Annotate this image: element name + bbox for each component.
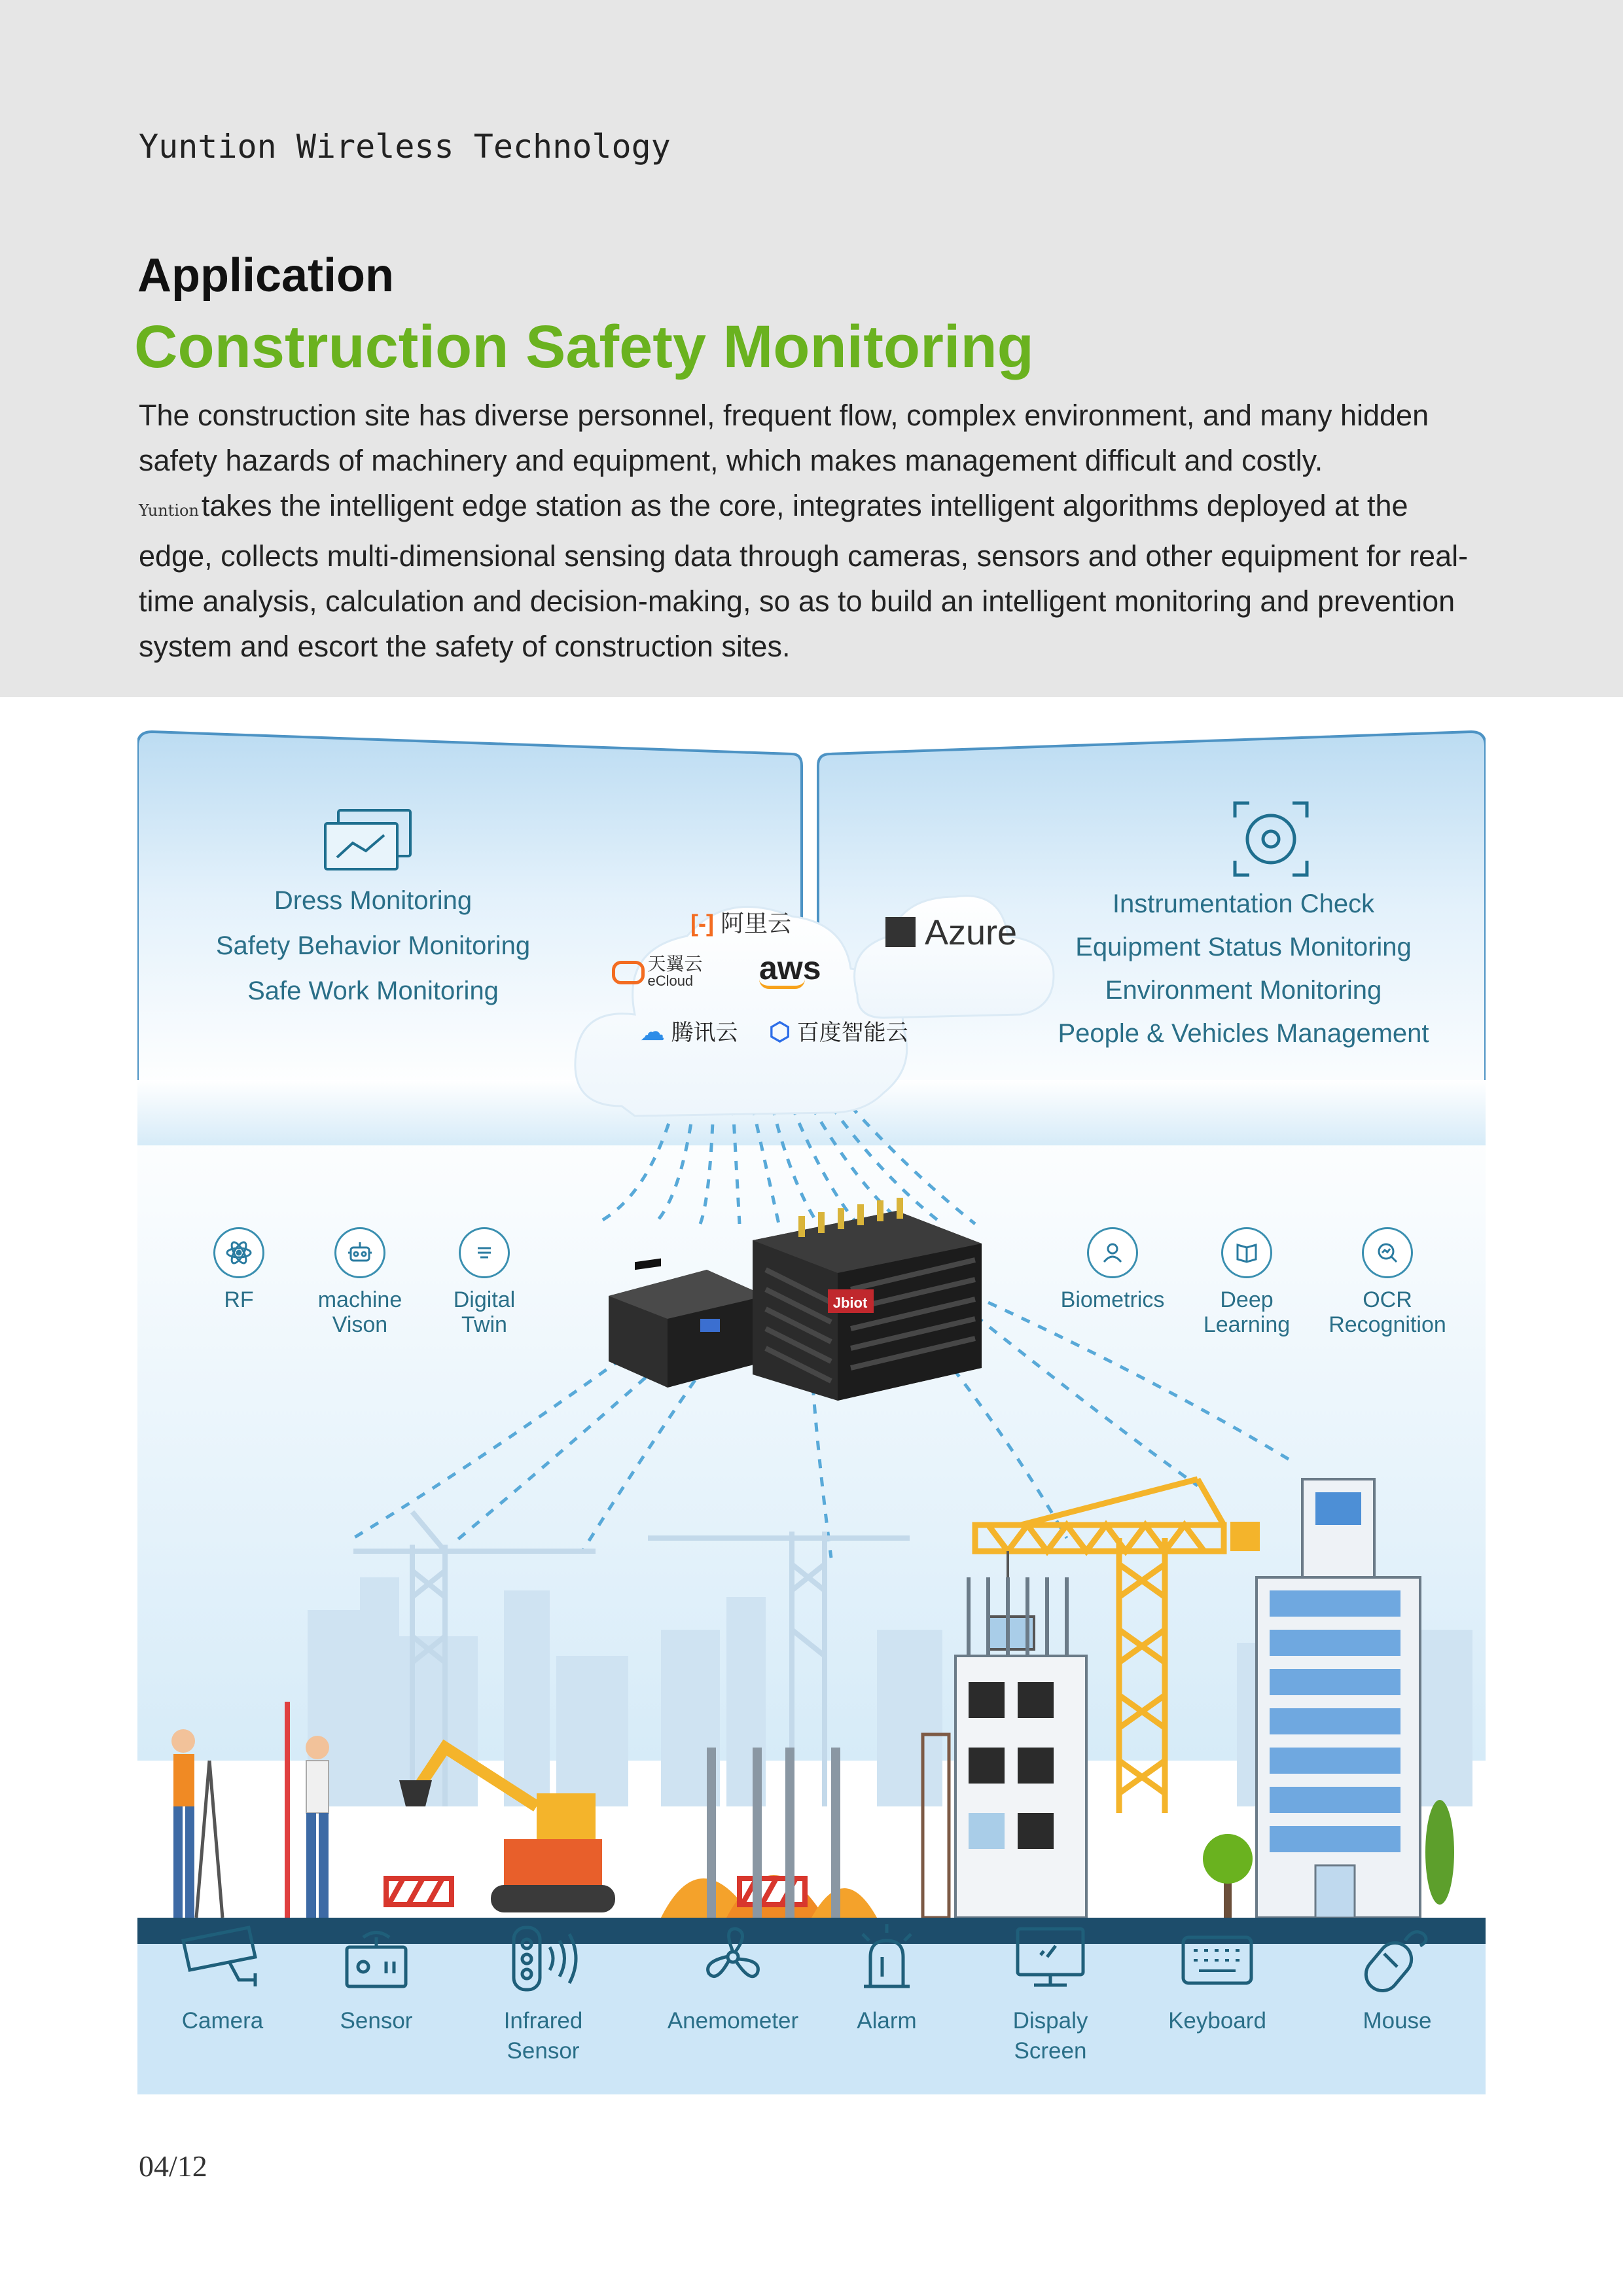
right-panel-item: People & Vehicles Management bbox=[1058, 1019, 1429, 1048]
robot-icon bbox=[334, 1227, 385, 1278]
sensor-icon bbox=[340, 1921, 412, 1993]
tech-rf bbox=[200, 1227, 278, 1312]
section-label: Application bbox=[137, 249, 394, 302]
alarm-icon bbox=[851, 1921, 923, 1993]
device-brand: Jbiot bbox=[832, 1295, 868, 1311]
tech-machine-vision bbox=[308, 1227, 412, 1337]
left-panel-item: Safe Work Monitoring bbox=[247, 977, 499, 1005]
tech-label: Vison bbox=[332, 1312, 388, 1337]
tech-label: Learning bbox=[1203, 1312, 1291, 1337]
device-label: Dispaly bbox=[1012, 2008, 1088, 2034]
tech-label: Biometrics bbox=[1060, 1287, 1165, 1312]
page-number: 04/12 bbox=[139, 2149, 207, 2183]
right-panel-item: Environment Monitoring bbox=[1105, 976, 1382, 1005]
azure-logo bbox=[885, 912, 1017, 953]
crane-counterweight bbox=[1230, 1522, 1260, 1551]
tech-label: machine bbox=[317, 1287, 402, 1312]
tech-label: RF bbox=[224, 1287, 254, 1312]
camera-icon bbox=[177, 1921, 268, 1993]
left-panel-item: Safety Behavior Monitoring bbox=[215, 931, 531, 960]
tech-ocr bbox=[1315, 1227, 1459, 1337]
intro-paragraph-2-text: takes the intelligent edge station as the core, integrates intelligent algorithms deployed at the edge, collects multi-dimensional sensing data through cameras, sensors and other equipment for real-time analysis, calculation and decision-making, so as to build an intelligent monitoring and prevention system and escort the safety of construction sites. bbox=[139, 489, 1469, 663]
intro-text bbox=[139, 393, 1487, 669]
mouse-icon bbox=[1358, 1921, 1436, 1993]
infrared-icon bbox=[504, 1921, 582, 1993]
device-label: Alarm bbox=[857, 2008, 917, 2034]
device-sensor bbox=[334, 1921, 419, 2036]
menu-lines-icon bbox=[459, 1227, 510, 1278]
device-label: Screen bbox=[1014, 2038, 1087, 2064]
tech-biometrics bbox=[1054, 1227, 1171, 1312]
device-keyboard bbox=[1158, 1921, 1276, 2036]
tech-label: Digital bbox=[453, 1287, 516, 1312]
left-panel-item: Dress Monitoring bbox=[274, 886, 473, 915]
device-alarm bbox=[844, 1921, 929, 2036]
scan-icon bbox=[1362, 1227, 1413, 1278]
aliyun-logo: [-] 阿里云 bbox=[690, 910, 791, 937]
left-panel-list bbox=[190, 878, 556, 1014]
device-camera bbox=[164, 1921, 281, 2036]
aliyun-text: 阿里云 bbox=[720, 910, 791, 937]
intro-paragraph-2 bbox=[139, 483, 1487, 669]
tech-label: Recognition bbox=[1329, 1312, 1446, 1337]
tech-label: Deep bbox=[1220, 1287, 1274, 1312]
right-panel-item: Instrumentation Check bbox=[1112, 889, 1375, 918]
device-label: Sensor bbox=[340, 2008, 413, 2034]
tencent-text: 腾讯云 bbox=[671, 1020, 738, 1045]
device-label: Anemometer bbox=[667, 2008, 799, 2034]
device-mouse bbox=[1348, 1921, 1446, 2036]
ecloud-text: eCloud bbox=[647, 973, 694, 989]
tech-label: Twin bbox=[461, 1312, 507, 1337]
device-label: Keyboard bbox=[1168, 2008, 1266, 2034]
tianyi-text: 天翼云 bbox=[647, 954, 703, 974]
tianyi-logo bbox=[612, 956, 702, 990]
page-title: Construction Safety Monitoring bbox=[134, 314, 1034, 380]
device-label: Sensor bbox=[507, 2038, 580, 2064]
baidu-text: 百度智能云 bbox=[796, 1020, 908, 1045]
azure-text: Azure bbox=[925, 913, 1018, 952]
right-panel-list bbox=[1054, 882, 1433, 1055]
fan-icon bbox=[697, 1921, 769, 1993]
right-panel-item: Equipment Status Monitoring bbox=[1075, 933, 1412, 961]
tech-digital-twin bbox=[438, 1227, 530, 1337]
company-name: Yuntion Wireless Technology bbox=[139, 128, 671, 166]
device-anemometer bbox=[661, 1921, 805, 2036]
device-label: Mouse bbox=[1363, 2008, 1432, 2034]
aws-text: aws bbox=[759, 950, 821, 986]
display-icon bbox=[1011, 1921, 1090, 1993]
device-label: Camera bbox=[181, 2008, 264, 2034]
aws-logo bbox=[759, 949, 821, 989]
device-infrared bbox=[497, 1921, 589, 2066]
device-display bbox=[995, 1921, 1106, 2066]
tech-label: OCR bbox=[1363, 1287, 1412, 1312]
intro-brand: Yuntion bbox=[139, 501, 199, 520]
keyboard-icon bbox=[1178, 1921, 1257, 1993]
person-icon bbox=[1087, 1227, 1138, 1278]
device-label: Infrared bbox=[503, 2008, 583, 2034]
book-icon bbox=[1221, 1227, 1272, 1278]
baidu-logo: ⬡ 百度智能云 bbox=[769, 1018, 908, 1046]
intro-paragraph-1: The construction site has diverse personnel, frequent flow, complex environment, and many hidden safety hazards of machinery and equipment, which makes management difficult and costly. bbox=[139, 399, 1429, 477]
atom-icon bbox=[213, 1227, 264, 1278]
tencent-logo: ☁ 腾讯云 bbox=[640, 1018, 738, 1046]
tech-deep-learning bbox=[1194, 1227, 1299, 1337]
solution-graphic bbox=[137, 726, 1486, 2094]
